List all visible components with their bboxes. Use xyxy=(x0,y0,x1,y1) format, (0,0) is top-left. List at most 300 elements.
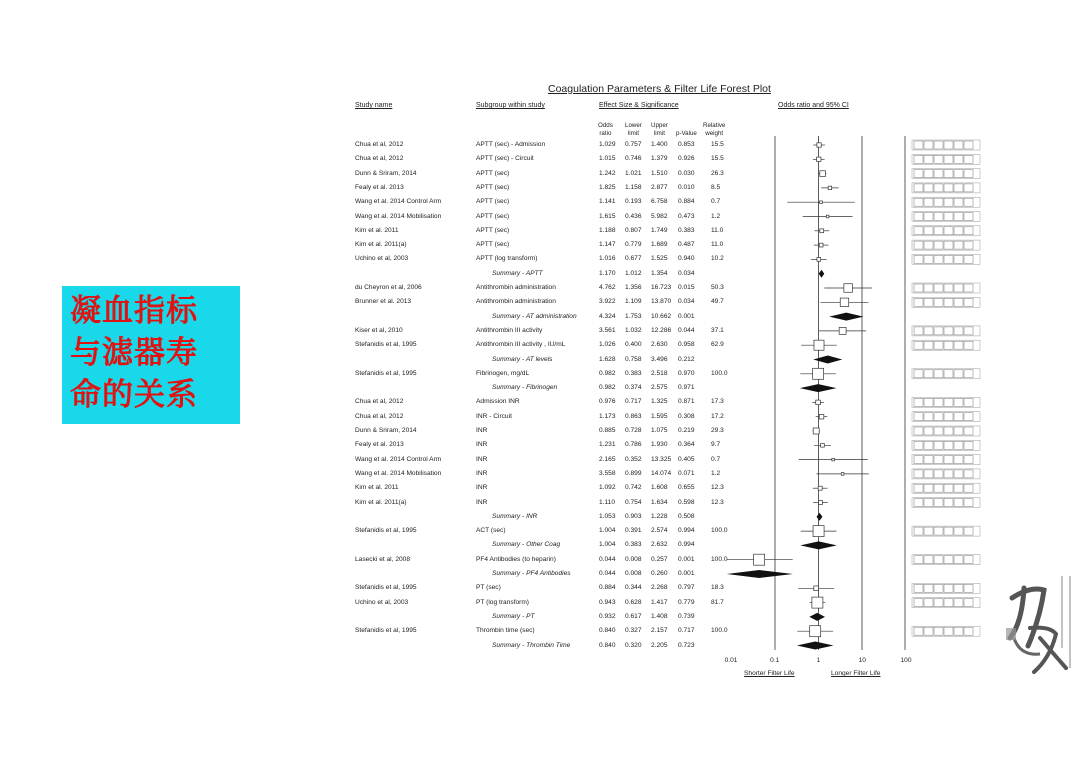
subgroup-name: APTT (sec) xyxy=(476,226,510,234)
lower-limit: 0.786 xyxy=(625,441,642,449)
upper-limit: 1.608 xyxy=(651,484,668,492)
p-value: 0.034 xyxy=(678,269,695,277)
strip-cell xyxy=(924,627,933,635)
study-name: du Cheyron et al, 2006 xyxy=(355,284,422,291)
strip-cell xyxy=(954,584,963,592)
relative-weight: 12.3 xyxy=(711,498,724,506)
strip-cell xyxy=(954,527,963,535)
strip-cell xyxy=(924,213,933,221)
lower-limit: 0.757 xyxy=(625,141,642,148)
p-value: 0.044 xyxy=(678,326,695,334)
strip-cell xyxy=(944,484,953,492)
p-value: 0.473 xyxy=(678,212,695,220)
strip-cell xyxy=(944,427,953,435)
strip-cell xyxy=(964,227,973,235)
strip-cell xyxy=(944,499,953,507)
p-value: 0.971 xyxy=(678,384,695,392)
upper-limit: 1.354 xyxy=(651,269,668,277)
strip-cell xyxy=(954,155,963,163)
summary-diamond xyxy=(813,356,842,364)
p-value: 0.001 xyxy=(678,312,695,320)
summary-diamond xyxy=(800,384,837,392)
header-or-ci: Odds ratio and 95% CI xyxy=(778,102,849,109)
odds-ratio: 1.110 xyxy=(599,498,616,506)
strip-cell xyxy=(924,155,933,163)
relative-weight: 37.1 xyxy=(711,326,724,334)
upper-limit: 1.325 xyxy=(651,398,668,406)
strip-cell xyxy=(934,213,943,221)
p-value: 0.940 xyxy=(678,255,695,263)
subgroup-name: APTT (log transform) xyxy=(476,255,538,263)
upper-limit: 5.982 xyxy=(651,212,668,220)
summary-diamond xyxy=(809,613,825,621)
p-value: 0.219 xyxy=(678,427,695,434)
p-value: 0.926 xyxy=(678,155,695,163)
strip-cell xyxy=(924,327,933,335)
study-name: Chua et al, 2012 xyxy=(355,141,404,148)
strip-cell xyxy=(924,170,933,178)
strip-cell xyxy=(914,155,923,163)
lower-limit: 0.008 xyxy=(625,555,642,563)
p-value: 0.598 xyxy=(678,498,695,506)
effect-box xyxy=(820,201,823,204)
relative-weight: 29.3 xyxy=(711,427,724,434)
subgroup-name: Summary - AT administration xyxy=(492,312,577,320)
strip-cell xyxy=(964,341,973,349)
subgroup-name: INR xyxy=(476,469,488,477)
strip-cell xyxy=(954,298,963,306)
badge-line-1: 凝血指标 xyxy=(70,293,198,329)
strip-cell xyxy=(934,527,943,535)
strip-cell xyxy=(914,413,923,421)
strip-cell xyxy=(934,170,943,178)
relative-weight: 62.9 xyxy=(711,341,724,349)
odds-ratio: 3.922 xyxy=(599,298,616,306)
upper-limit: 2.205 xyxy=(651,641,668,649)
strip-cell xyxy=(964,184,973,192)
strip-cell xyxy=(954,227,963,235)
upper-limit: 1.228 xyxy=(651,512,668,520)
strip-cell xyxy=(934,155,943,163)
odds-ratio: 0.840 xyxy=(599,627,616,635)
strip-cell xyxy=(924,241,933,249)
strip-cell xyxy=(934,584,943,592)
strip-cell xyxy=(954,141,963,149)
strip-cell xyxy=(944,470,953,478)
upper-limit: 1.075 xyxy=(651,427,668,434)
strip-cell xyxy=(934,441,943,449)
lower-limit: 0.754 xyxy=(625,498,642,506)
strip-cell xyxy=(954,470,963,478)
strip-cell xyxy=(944,341,953,349)
upper-limit: 2.518 xyxy=(651,369,668,377)
subgroup-name: APTT (sec) - Admission xyxy=(476,141,546,148)
odds-ratio: 1.004 xyxy=(599,527,616,535)
strip-cell xyxy=(944,141,953,149)
strip-cell xyxy=(914,327,923,335)
upper-limit: 1.408 xyxy=(651,612,668,620)
strip-cell xyxy=(924,141,933,149)
subgroup-name: Summary - APTT xyxy=(492,269,543,277)
effect-box xyxy=(813,368,824,379)
lower-limit: 0.383 xyxy=(625,369,642,377)
strip-cell xyxy=(924,584,933,592)
study-name: Dunn & Sriram, 2014 xyxy=(355,427,417,434)
strip-cell xyxy=(914,484,923,492)
lower-limit: 0.327 xyxy=(625,627,642,635)
strip-cell xyxy=(944,170,953,178)
subgroup-name: APTT (sec) xyxy=(476,183,510,191)
strip-cell xyxy=(924,499,933,507)
strip-cell xyxy=(924,398,933,406)
subgroup-name: Summary - PF4 Antibodies xyxy=(492,570,571,577)
strip-cell xyxy=(934,370,943,378)
strip-cell xyxy=(914,141,923,149)
subgroup-name: ACT (sec) xyxy=(476,527,506,535)
header-effect: Effect Size & Significance xyxy=(599,102,679,109)
effect-box xyxy=(754,554,765,565)
strip-cell xyxy=(934,298,943,306)
strip-cell xyxy=(964,484,973,492)
p-value: 0.508 xyxy=(678,512,695,520)
strip-cell xyxy=(914,527,923,535)
upper-limit: 0.260 xyxy=(651,570,668,577)
odds-ratio: 0.982 xyxy=(599,369,616,377)
strip-cell xyxy=(934,427,943,435)
col-header-p: p-Value xyxy=(676,130,697,137)
strip-cell xyxy=(954,398,963,406)
strip-cell xyxy=(924,427,933,435)
strip-cell xyxy=(914,227,923,235)
upper-limit: 2.575 xyxy=(651,384,668,392)
odds-ratio: 1.141 xyxy=(599,198,616,206)
strip-cell xyxy=(914,341,923,349)
strip-cell xyxy=(914,184,923,192)
relative-weight: 1.2 xyxy=(711,469,721,477)
summary-diamond xyxy=(819,270,825,278)
effect-box xyxy=(819,414,824,419)
upper-limit: 13.325 xyxy=(651,455,672,463)
strip-cell xyxy=(934,456,943,464)
strip-cell xyxy=(934,198,943,206)
odds-ratio: 0.884 xyxy=(599,584,616,592)
strip-cell xyxy=(934,556,943,564)
odds-ratio: 0.976 xyxy=(599,398,616,406)
relative-weight: 81.7 xyxy=(711,598,724,606)
study-name: Kiser et al, 2010 xyxy=(355,326,403,334)
strip-cell xyxy=(944,298,953,306)
strip-cell xyxy=(924,298,933,306)
strip-cell xyxy=(964,427,973,435)
study-name: Stefanidis et al, 1995 xyxy=(355,369,417,377)
header-study: Study name xyxy=(355,102,393,109)
p-value: 0.030 xyxy=(678,169,695,177)
odds-ratio: 1.188 xyxy=(599,226,616,234)
upper-limit: 1.525 xyxy=(651,255,668,263)
p-value: 0.071 xyxy=(678,469,695,477)
strip-cell xyxy=(924,456,933,464)
effect-box xyxy=(812,597,823,608)
strip-cell xyxy=(944,627,953,635)
study-name: Kim et al. 2011 xyxy=(355,226,399,234)
strip-cell xyxy=(944,584,953,592)
strip-cell xyxy=(944,184,953,192)
strip-cell xyxy=(944,213,953,221)
effect-box xyxy=(820,229,824,233)
strip-cell xyxy=(944,413,953,421)
effect-box xyxy=(818,501,822,505)
lower-limit: 0.320 xyxy=(625,641,642,649)
relative-weight: 18.3 xyxy=(711,584,724,592)
p-value: 0.723 xyxy=(678,641,695,649)
upper-limit: 1.417 xyxy=(651,598,668,606)
strip-cell xyxy=(934,184,943,192)
strip-cell xyxy=(944,441,953,449)
odds-ratio: 0.982 xyxy=(599,384,616,392)
strip-cell xyxy=(954,327,963,335)
lower-limit: 0.742 xyxy=(625,484,642,492)
strip-cell xyxy=(944,241,953,249)
effect-box xyxy=(817,143,821,147)
p-value: 0.884 xyxy=(678,198,695,206)
relative-weight: 26.3 xyxy=(711,169,724,177)
relative-weight: 49.7 xyxy=(711,298,724,306)
study-name: Dunn & Sriram, 2014 xyxy=(355,169,417,177)
study-name: Wang et al. 2014 Control Arm xyxy=(355,198,442,206)
study-name: Chua et al, 2012 xyxy=(355,412,404,420)
p-value: 0.739 xyxy=(678,612,695,620)
effect-box xyxy=(810,626,821,637)
p-value: 0.655 xyxy=(678,484,695,492)
lower-limit: 0.899 xyxy=(625,469,642,477)
strip-cell xyxy=(914,213,923,221)
p-value: 0.871 xyxy=(678,398,695,406)
lower-limit: 1.012 xyxy=(625,269,642,277)
lower-limit: 0.193 xyxy=(625,198,642,206)
strip-cell xyxy=(954,170,963,178)
effect-box xyxy=(828,186,832,190)
study-name: Brunner et al. 2013 xyxy=(355,298,412,306)
strip-cell xyxy=(954,484,963,492)
subgroup-name: INR xyxy=(476,455,488,463)
strip-cell xyxy=(934,227,943,235)
strip-cell xyxy=(924,184,933,192)
study-name: Kim et al. 2011(a) xyxy=(355,241,407,249)
subgroup-name: INR - Circuit xyxy=(476,412,512,420)
odds-ratio: 1.015 xyxy=(599,155,616,163)
odds-ratio: 0.885 xyxy=(599,427,616,434)
upper-limit: 2.630 xyxy=(651,341,668,349)
odds-ratio: 1.628 xyxy=(599,355,616,363)
subgroup-name: APTT (sec) xyxy=(476,241,510,249)
footer-shorter: Shorter Filter Life xyxy=(744,670,795,677)
strip-cell xyxy=(944,198,953,206)
strip-cell xyxy=(914,499,923,507)
relative-weight: 0.7 xyxy=(711,198,721,206)
strip-cell xyxy=(944,527,953,535)
upper-limit: 10.662 xyxy=(651,312,672,320)
lower-limit: 0.728 xyxy=(625,427,642,434)
lower-limit: 0.617 xyxy=(625,612,642,620)
strip-cell xyxy=(964,284,973,292)
strip-cell xyxy=(914,470,923,478)
subgroup-name: PT (sec) xyxy=(476,584,501,592)
study-name: Fealy et al. 2013 xyxy=(355,441,404,449)
p-value: 0.383 xyxy=(678,226,695,234)
col-header-upper: Upper limit xyxy=(651,122,668,137)
relative-weight: 10.2 xyxy=(711,255,724,263)
strip-cell xyxy=(924,198,933,206)
strip-cell xyxy=(914,584,923,592)
strip-cell xyxy=(934,499,943,507)
strip-cell xyxy=(944,398,953,406)
lower-limit: 0.008 xyxy=(625,570,642,577)
upper-limit: 1.400 xyxy=(651,141,668,148)
upper-limit: 1.510 xyxy=(651,169,668,177)
strip-cell xyxy=(964,370,973,378)
odds-ratio: 1.170 xyxy=(599,269,616,277)
relative-weight: 9.7 xyxy=(711,441,721,449)
odds-ratio: 3.561 xyxy=(599,326,616,334)
odds-ratio: 1.173 xyxy=(599,412,616,420)
lower-limit: 0.628 xyxy=(625,598,642,606)
upper-limit: 13.870 xyxy=(651,298,672,306)
summary-diamond xyxy=(817,513,823,521)
subgroup-name: APTT (sec) xyxy=(476,169,510,177)
relative-weight: 100.0 xyxy=(711,627,728,635)
strip-cell xyxy=(954,427,963,435)
strip-cell xyxy=(954,370,963,378)
subgroup-name: PF4 Antibodies (to heparin) xyxy=(476,555,556,563)
strip-cell xyxy=(954,499,963,507)
x-tick-label: 10 xyxy=(858,657,866,664)
subgroup-name: Antithrombin III activity , IU/mL xyxy=(476,341,566,349)
relative-weight: 15.5 xyxy=(711,155,724,163)
strip-cell xyxy=(924,255,933,263)
relative-weight: 8.5 xyxy=(711,183,721,191)
lower-limit: 0.677 xyxy=(625,255,642,263)
study-name: Uchino et al, 2003 xyxy=(355,255,409,263)
p-value: 0.212 xyxy=(678,355,695,363)
lower-limit: 1.356 xyxy=(625,284,642,291)
strip-cell xyxy=(914,370,923,378)
calligraphy-watermark xyxy=(1000,568,1076,678)
strip-cell xyxy=(934,413,943,421)
strip-cell xyxy=(924,441,933,449)
lower-limit: 0.863 xyxy=(625,412,642,420)
effect-box xyxy=(814,586,819,591)
col-header-weight: Relative weight xyxy=(703,122,726,137)
strip-cell xyxy=(914,427,923,435)
strip-cell xyxy=(964,198,973,206)
lower-limit: 0.903 xyxy=(625,512,642,520)
odds-ratio: 1.004 xyxy=(599,541,616,549)
strip-cell xyxy=(964,556,973,564)
upper-limit: 12.286 xyxy=(651,326,672,334)
subgroup-name: APTT (sec) - Circuit xyxy=(476,155,534,163)
p-value: 0.958 xyxy=(678,341,695,349)
subgroup-name: INR xyxy=(476,498,488,506)
p-value: 0.797 xyxy=(678,584,695,592)
odds-ratio: 2.165 xyxy=(599,455,616,463)
effect-box xyxy=(813,428,819,434)
upper-limit: 2.268 xyxy=(651,584,668,592)
x-tick-label: 1 xyxy=(816,657,821,664)
relative-weight: 50.3 xyxy=(711,284,724,291)
study-name: Kim et al. 2011 xyxy=(355,484,399,492)
subgroup-name: APTT (sec) xyxy=(476,212,510,220)
study-name: Stefanidis et al, 1995 xyxy=(355,527,417,535)
strip-cell xyxy=(964,499,973,507)
relative-weight: 11.0 xyxy=(711,226,724,234)
effect-box xyxy=(841,473,844,476)
strip-cell xyxy=(944,155,953,163)
summary-diamond xyxy=(800,541,837,549)
strip-cell xyxy=(924,341,933,349)
lower-limit: 1.109 xyxy=(625,298,642,306)
x-tick-label: 100 xyxy=(900,657,912,664)
col-header-or: Odds ratio xyxy=(598,122,613,137)
odds-ratio: 0.932 xyxy=(599,612,616,620)
effect-box xyxy=(818,486,822,490)
subgroup-name: Fibrinogen, mg/dL xyxy=(476,369,530,377)
p-value: 0.034 xyxy=(678,298,695,306)
strip-cell xyxy=(924,370,933,378)
odds-ratio: 0.044 xyxy=(599,570,616,577)
p-value: 0.001 xyxy=(678,570,695,577)
strip-cell xyxy=(954,627,963,635)
strip-cell xyxy=(914,398,923,406)
strip-cell xyxy=(914,556,923,564)
strip-cell xyxy=(954,198,963,206)
relative-weight: 100.0 xyxy=(711,527,728,535)
strip-cell xyxy=(964,599,973,607)
upper-limit: 1.749 xyxy=(651,226,668,234)
effect-box xyxy=(817,157,821,161)
badge-line-3: 命的关系 xyxy=(70,377,198,413)
strip-cell xyxy=(914,599,923,607)
study-name: Lasecki et al, 2008 xyxy=(355,555,410,563)
strip-cell xyxy=(954,341,963,349)
subgroup-name: INR xyxy=(476,427,488,434)
lower-limit: 1.158 xyxy=(625,183,642,191)
summary-diamond xyxy=(829,313,863,321)
subgroup-name: INR xyxy=(476,441,488,449)
strip-cell xyxy=(964,298,973,306)
strip-cell xyxy=(944,284,953,292)
subgroup-name: PT (log transform) xyxy=(476,598,530,606)
strip-cell xyxy=(934,470,943,478)
footer-longer: Longer Filter Life xyxy=(831,670,881,677)
strip-cell xyxy=(954,184,963,192)
study-name: Fealy et al. 2013 xyxy=(355,183,404,191)
odds-ratio: 4.762 xyxy=(599,284,616,291)
lower-limit: 0.807 xyxy=(625,226,642,234)
lower-limit: 0.758 xyxy=(625,355,642,363)
strip-cell xyxy=(944,456,953,464)
effect-box xyxy=(814,340,824,350)
odds-ratio: 4.324 xyxy=(599,312,616,320)
p-value: 0.853 xyxy=(678,141,695,148)
study-name: Wang et al. 2014 Control Arm xyxy=(355,455,442,463)
p-value: 0.487 xyxy=(678,241,695,249)
odds-ratio: 1.825 xyxy=(599,183,616,191)
lower-limit: 1.032 xyxy=(625,326,642,334)
strip-cell xyxy=(954,556,963,564)
strip-cell xyxy=(914,298,923,306)
p-value: 0.001 xyxy=(678,555,695,563)
strip-cell xyxy=(934,284,943,292)
